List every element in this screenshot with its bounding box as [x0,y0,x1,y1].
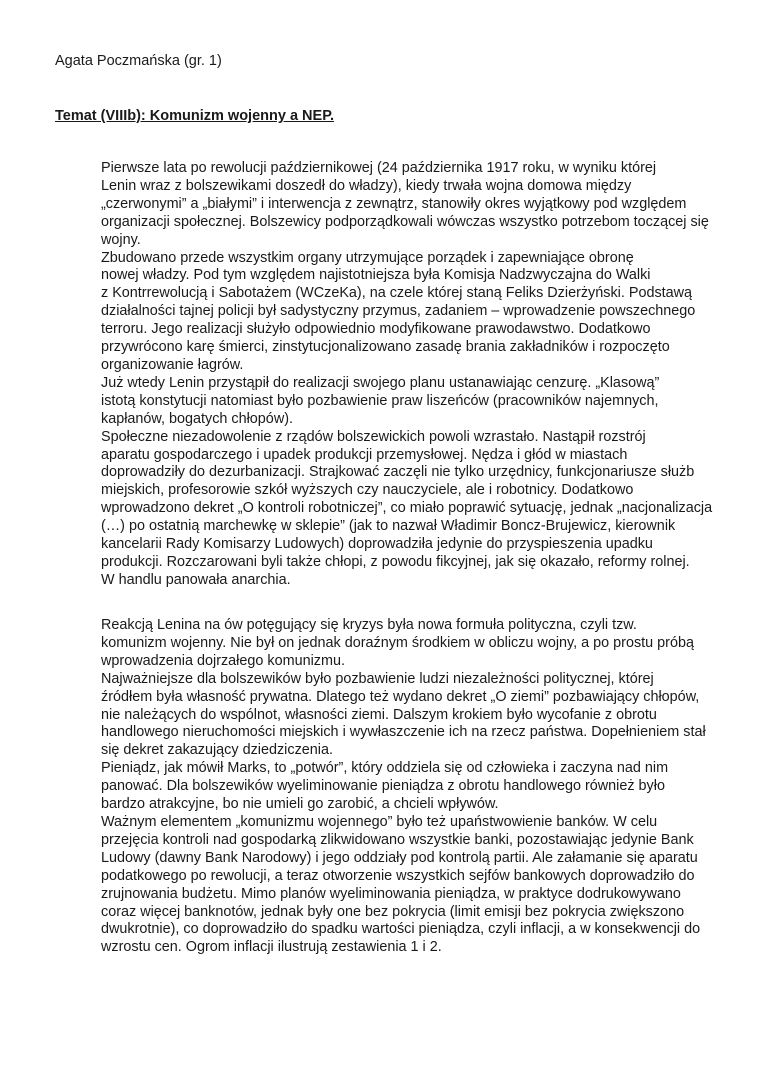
paragraph-line: komunizm wojenny. Nie był on jednak doraźnym środkiem w obliczu wojny, a po prostu próbą [101,634,694,651]
paragraph-line: wzrostu cen. Ogrom inflacji ilustrują zestawienia 1 i 2. [101,939,442,956]
paragraph-line: wprowadzenia dojrzałego komunizmu. [101,652,345,669]
paragraph-line: wojny. [101,231,141,248]
paragraph-line: coraz więcej banknotów, jednak były one bez pokrycia (limit emisji bez pokrycia zwiększono [101,903,685,920]
paragraph-line: dwukrotnie), co doprowadziło do spadku wartości pieniądza, czyli inflacji, a w konsekwencji do [101,921,701,938]
paragraph [55,671,715,761]
paragraph-line: kapłanów, bogatych chłopów). [101,410,293,427]
paragraph-line: Zbudowano przede wszystkim organy utrzymujące porządek i zapewniające obronę [101,249,634,266]
paragraph [55,375,715,429]
paragraph-line: wprowadzono dekret „O kontroli robotniczej”, co miało poprawić sytuację, jednak „nacjonalizacja [101,500,713,517]
paragraph-line: zrujnowania budżetu. Mimo planów wyeliminowania pieniądza, w praktyce dodrukowywano [101,885,681,902]
text-section-2 [55,617,715,957]
paragraph-line: Lenin wraz z bolszewikami doszedł do władzy), kiedy trwała wojna domowa między [101,177,632,194]
paragraph-line: Najważniejsze dla bolszewików było pozbawienie ludzi niezależności politycznej, której [101,670,654,687]
paragraph-line: terroru. Jego realizacji służyło odpowiednio modyfikowane prawodawstwo. Dodatkowo [101,321,651,338]
paragraph [55,814,715,957]
paragraph-line: podatkowego po rewolucji, a teraz otworzenie wszystkich sejfów bankowych doprowadziło do [101,867,695,884]
paragraph [55,429,715,590]
paragraph-line: źródłem była własność prywatna. Dlatego też wydano dekret „O ziemi” pozbawiający chłopów, [101,688,700,705]
paragraph-line: organizowanie łagrów. [101,356,244,373]
paragraph-line: W handlu panowała anarchia. [101,571,291,588]
paragraph-line: nowej władzy. Pod tym względem najistotniejsza była Komisja Nadzwyczajna do Walki [101,267,651,284]
author-line: Agata Poczmańska (gr. 1) [55,53,222,69]
paragraph-line: handlowego nieruchomości miejskich i wywłaszczenie ich na rzecz państwa. Dopełnieniem stał [101,724,706,741]
document-title: Temat (VIIIb): Komunizm wojenny a NEP. [55,108,335,124]
paragraph-line: kancelarii Rady Komisarzy Ludowych) doprowadziła jedynie do przyspieszenia upadku [101,536,653,553]
paragraph-line: „czerwonymi” a „białymi” i interwencja z zewnątrz, stanowiły okres wyjątkowy pod względem [101,195,687,212]
paragraph-line: przywrócono karę śmierci, zinstytucjonalizowano zasadę brania zakładników i rozpoczęto [101,339,670,356]
paragraph-line: nie należących do wspólnot, własności ziemi. Dalszym krokiem było wycofanie z obrotu [101,706,657,723]
paragraph-line: Już wtedy Lenin przystąpił do realizacji swojego planu ustanawiając cenzurę. „Klasową” [101,374,660,391]
paragraph-line: Reakcją Lenina na ów potęgujący się kryzys była nowa formuła polityczna, czyli tzw. [101,617,637,633]
paragraph-line: Społeczne niezadowolenie z rządów bolszewickich powoli wzrastało. Nastąpił rozstrój [101,428,646,445]
paragraph-line: istotą konstytucji natomiast było pozbawienie praw liszeńców (pracowników najemnych, [101,392,659,409]
paragraph-line: działalności tajnej policji był sadystyczny przymus, zadaniem – wprowadzenie powszechnego [101,303,696,320]
paragraph [55,617,715,671]
paragraph-line: organizacji społecznej. Bolszewicy podporządkowali wówczas wszystko potrzebom toczącej się [101,213,709,230]
paragraph-line: Pierwsze lata po rewolucji październikowej (24 października 1917 roku, w wyniku której [101,160,657,176]
paragraph [55,160,715,250]
paragraph [55,250,715,375]
paragraph-line: panować. Dla bolszewików wyeliminowanie pieniądza z obrotu handlowego również było [101,778,665,795]
paragraph-line: z Kontrrewolucją i Sabotażem (WCzeKa), na czele której staną Feliks Dzierżyński. Podstawą [101,285,693,302]
paragraph-line: aparatu gospodarczego i upadek produkcji przemysłowej. Nędza i głód w miastach [101,446,628,463]
paragraph-line: miejskich, profesorowie szkół wyższych czy nauczyciele, ale i robotnicy. Dodatkowo [101,482,634,499]
paragraph-line: Ludowy (dawny Bank Narodowy) i jego oddziały pod kontrolą partii. Ale załamanie się aparatu [101,849,698,866]
paragraph-line: doprowadziły do dezurbanizacji. Strajkować zaczęli nie tylko urzędnicy, funkcjonariusze służb [101,464,695,481]
text-section-1 [55,160,715,590]
paragraph-line: bardzo atrakcyjne, bo nie umieli go zarobić, a chcieli wpływów. [101,796,499,813]
paragraph-line: przejęcia kontroli nad gospodarką zlikwidowano wszystkie banki, pozostawiając jedynie Bank [101,831,694,848]
paragraph-line: się dekret zakazujący dziedziczenia. [101,742,333,759]
paragraph-line: Pieniądz, jak mówił Marks, to „potwór”, który oddziela się od człowieka i zaczyna nad nim [101,760,669,777]
paragraph-line: Ważnym elementem „komunizmu wojennego” było też upaństwowienie banków. W celu [101,813,658,830]
paragraph-line: (…) po ostatnią marchewkę w sklepie” (jak to nazwał Władimir Boncz-Brujewicz, kierownik [101,518,676,535]
paragraph-line: produkcji. Rozczarowani byli także chłopi, z powodu fikcyjnej, jak się okazało, reformy rolnej. [101,553,690,570]
paragraph [55,760,715,814]
